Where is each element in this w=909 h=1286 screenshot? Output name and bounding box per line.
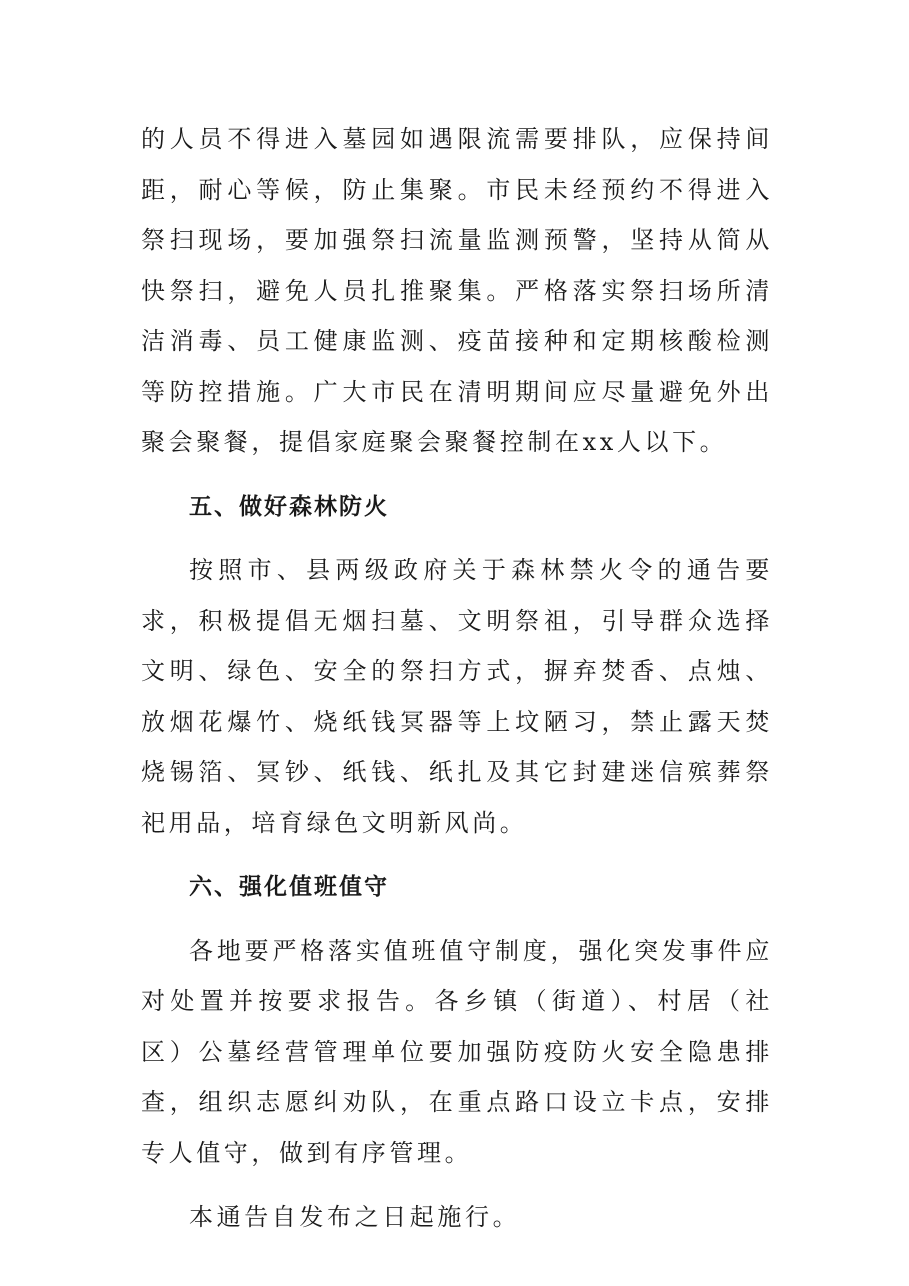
section-body-forest-fire: 按照市、县两级政府关于森林禁火令的通告要求，积极提倡无烟扫墓、文明祭祖，引导群众选择文明、绿色、安全的祭扫方式，摒弃焚香、点烛、放烟花爆竹、烧纸钱冥器等上坟陋习，禁止露天焚烧锡箔、冥钞、纸钱、纸扎及其它封建迷信殡葬祭祀用品，培育绿色文明新风尚。 xyxy=(141,556,773,837)
spacer xyxy=(141,468,773,482)
closing-statement: 本通告自发布之日起施行。 xyxy=(189,1203,521,1231)
continued-paragraph: 的人员不得进入墓园如遇限流需要排队，应保持间距，耐心等候，防止集聚。市民未经预约不得进入祭扫现场，要加强祭扫流量监测预警，坚持从简从快祭扫，避免人员扎推聚集。严格落实祭扫场所清洁消毒、员工健康监测、疫苗接种和定期核酸检测等防控措施。广大市民在清明期间应尽量避免外出聚会聚餐，提倡家庭聚会聚餐控制在xx人以下。 xyxy=(141,125,773,456)
section-heading-duty: 六、强化值班值守 xyxy=(189,874,389,900)
document-page xyxy=(141,114,773,1243)
spacer xyxy=(141,532,773,545)
spacer xyxy=(141,848,773,862)
spacer xyxy=(141,1178,773,1192)
spacer xyxy=(141,913,773,926)
section-heading-forest-fire: 五、做好森林防火 xyxy=(189,493,389,520)
section-body-duty: 各地要严格落实值班值守制度，强化突发事件应对处置并按要求报告。各乡镇（街道）、村居（社区）公墓经营管理单位要加强防疫防火安全隐患排查，组织志愿纠劝队，在重点路口设立卡点，安排专人值守，做到有序管理。 xyxy=(141,936,773,1167)
